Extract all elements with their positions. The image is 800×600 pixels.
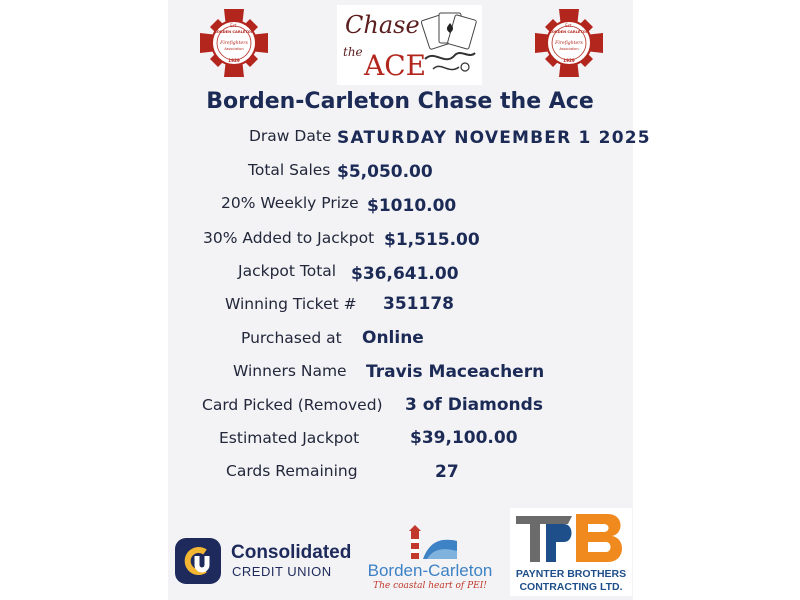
seal-sub-text: Association — [559, 47, 579, 51]
seal-mid-text: Firefighters — [220, 41, 248, 46]
winners-name-value: Travis Maceachern — [366, 362, 545, 382]
lighthouse-icon — [403, 523, 459, 563]
chase-the-ace-logo — [337, 5, 482, 85]
estimated-jackpot-value: $39,100.00 — [410, 428, 518, 448]
added-to-jackpot-label: 30% Added to Jackpot — [203, 229, 375, 247]
logo-the-text: the — [343, 45, 363, 59]
seal-year: 1929 — [563, 58, 575, 63]
firefighters-seal-left — [198, 7, 270, 79]
seal-top-text: BORDEN CARLETON — [214, 30, 254, 34]
draw-date-label: Draw Date — [249, 127, 332, 145]
paynter-brothers-logo — [510, 508, 632, 596]
seal-top-text: BORDEN CARLETON — [549, 30, 589, 34]
firefighters-seal-right — [533, 7, 605, 79]
pb-name-line1: PAYNTER BROTHERS — [515, 568, 627, 580]
pb-monogram-icon — [512, 510, 630, 566]
purchased-at-label: Purchased at — [241, 329, 342, 347]
card-picked-value: 3 of Diamonds — [405, 395, 543, 415]
weekly-prize-value: $1010.00 — [367, 196, 457, 216]
seal-est: Est. — [230, 23, 238, 28]
cards-remaining-value: 27 — [435, 462, 459, 482]
seal-mid-text: Firefighters — [555, 41, 583, 46]
paynter-brothers-name — [510, 568, 632, 594]
added-to-jackpot-value: $1,515.00 — [384, 230, 480, 250]
winning-ticket-label: Winning Ticket # — [225, 295, 357, 313]
ccu-mark-icon — [175, 538, 221, 584]
purchased-at-value: Online — [362, 328, 424, 348]
ccu-name: Consolidated — [231, 542, 352, 563]
borden-carleton-logo — [357, 523, 503, 595]
page-title: Borden-Carleton Chase the Ace — [206, 89, 594, 114]
winning-ticket-value: 351178 — [383, 294, 454, 314]
total-sales-value: $5,050.00 — [337, 162, 433, 182]
jackpot-total-value: $36,641.00 — [351, 264, 459, 284]
pb-name-line2: CONTRACTING LTD. — [519, 581, 623, 593]
jackpot-total-label: Jackpot Total — [238, 262, 337, 280]
borden-carleton-tagline: The coastal heart of PEI! — [373, 581, 487, 591]
card-picked-label: Card Picked (Removed) — [202, 396, 383, 414]
weekly-prize-label: 20% Weekly Prize — [221, 194, 359, 212]
seal-est: Est. — [565, 23, 573, 28]
draw-date-value: SATURDAY NOVEMBER 1 2025 — [337, 128, 651, 148]
logo-ace-text: ACE — [364, 49, 427, 82]
ccu-subtitle: CREDIT UNION — [232, 564, 332, 579]
cards-remaining-label: Cards Remaining — [226, 462, 358, 480]
estimated-jackpot-label: Estimated Jackpot — [219, 429, 360, 447]
logo-chase-text: Chase — [345, 11, 420, 39]
total-sales-label: Total Sales — [248, 161, 331, 179]
borden-carleton-name: Borden-Carleton — [367, 561, 493, 580]
seal-sub-text: Association — [224, 47, 244, 51]
seal-year: 1929 — [228, 58, 240, 63]
winners-name-label: Winners Name — [233, 362, 347, 380]
playing-cards-icon — [419, 9, 479, 81]
